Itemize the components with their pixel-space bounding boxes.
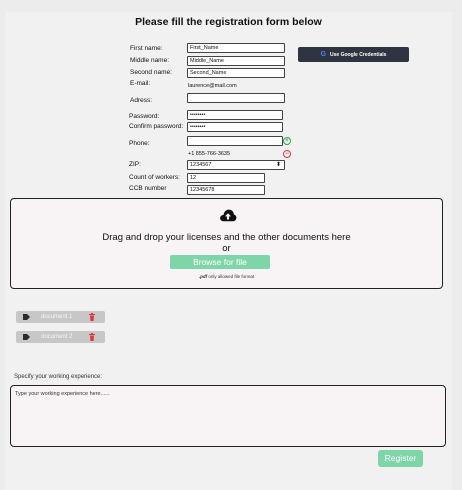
google-credentials-button[interactable] — [298, 47, 409, 62]
form-title: Please fill the registration form below — [135, 16, 322, 28]
ccb-number-field[interactable]: 12345678 — [187, 185, 265, 195]
saved-phone-number: +1 855-766-3635 — [188, 151, 231, 157]
zip-label: ZIP: — [129, 161, 141, 168]
email-label: E-mail: — [130, 80, 151, 87]
first-name-label: First name: — [130, 45, 163, 52]
document-chip[interactable] — [16, 331, 105, 343]
browse-file-button[interactable]: Browse for file — [170, 255, 270, 269]
google-icon: G — [320, 51, 327, 58]
confirm-password-label: Confirm password: — [129, 123, 184, 130]
document-chip[interactable] — [16, 311, 105, 323]
dropzone-or: or — [222, 243, 231, 254]
count-of-workers-label: Count of workers: — [129, 174, 180, 181]
cloud-upload-icon — [219, 207, 237, 223]
address-field[interactable] — [187, 93, 285, 103]
remove-phone-icon[interactable]: − — [283, 150, 291, 158]
ccb-number-label: CCB number — [129, 185, 167, 192]
phone-field[interactable] — [187, 136, 283, 146]
middle-name-field[interactable]: Middle_Name — [187, 56, 285, 66]
email-value: laurence@mail.com — [188, 83, 237, 89]
zip-selected-value: 1234567 — [190, 162, 212, 168]
first-name-field[interactable]: First_Name — [187, 43, 285, 53]
file-format-note — [11, 274, 442, 279]
password-label: Password: — [129, 113, 160, 120]
address-label: Adress: — [130, 97, 153, 104]
file-icon — [23, 314, 30, 320]
add-phone-icon[interactable]: + — [283, 137, 291, 145]
select-arrows-icon: ⬍ — [275, 162, 281, 168]
password-field[interactable]: •••••••• — [187, 110, 283, 120]
second-name-label: Second name: — [130, 69, 172, 76]
document-name: document 1 — [41, 314, 73, 320]
second-name-field[interactable]: Second_Name — [187, 68, 285, 78]
trash-icon[interactable] — [89, 313, 95, 321]
registration-panel — [5, 12, 452, 490]
phone-label: Phone: — [129, 140, 150, 147]
file-icon — [23, 334, 30, 340]
google-button-label: Use Google Credentials — [330, 51, 387, 58]
dropzone-instructions: Drag and drop your licenses and the other documents here — [102, 232, 351, 243]
trash-icon[interactable] — [89, 333, 95, 341]
experience-textarea[interactable]: Type your working experience here...... — [10, 385, 446, 447]
file-format-text: only allowed file format — [207, 274, 255, 279]
zip-select[interactable] — [187, 160, 285, 170]
file-dropzone[interactable] — [10, 198, 443, 289]
document-name: document 2 — [41, 334, 73, 340]
register-button[interactable]: Register — [378, 450, 423, 467]
count-of-workers-field[interactable]: 12 — [187, 173, 265, 183]
experience-label: Specify your working experience: — [14, 374, 103, 380]
file-format-ext: .pdf — [198, 274, 208, 279]
confirm-password-field[interactable]: •••••••• — [187, 122, 283, 132]
middle-name-label: Middle name: — [130, 57, 170, 64]
